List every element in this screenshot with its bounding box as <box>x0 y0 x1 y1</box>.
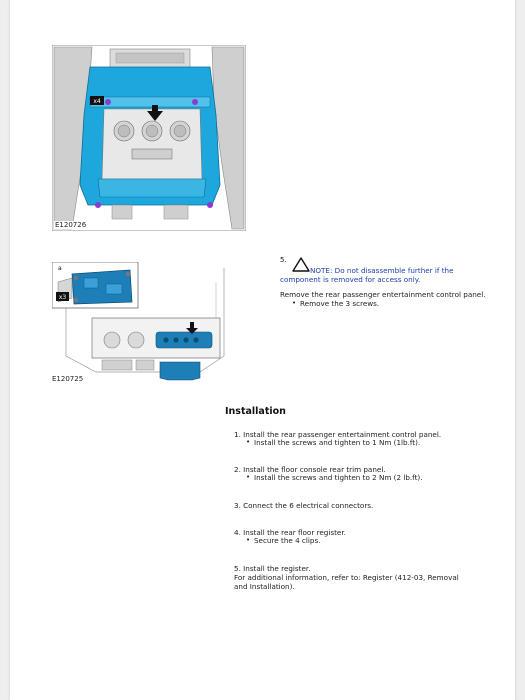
step5-instruction: Remove the rear passenger entertainment control panel. <box>280 290 486 299</box>
install-step-2: 2. Install the floor console rear trim panel. <box>234 465 386 474</box>
control-panel-illustration <box>52 262 236 386</box>
screw-count-label: x4 <box>93 98 101 105</box>
step-number: 5. <box>280 256 287 264</box>
install-step-4-bullet: • Secure the 4 clips. <box>254 536 494 545</box>
install-step-1-bullet: • Install the screws and tighten to 1 Nm (1lb.ft). <box>254 438 494 447</box>
install-step-2-bullet: • Install the screws and tighten to 2 Nm (2 lb.ft). <box>254 473 494 482</box>
install-step-1: 1. Install the rear passenger entertainment control panel. <box>234 430 442 439</box>
figure-caption: E120725 <box>52 375 84 383</box>
install-step-3: 3. Connect the 6 electrical connectors. <box>234 501 374 510</box>
screw-count-label: x3 <box>58 294 67 301</box>
figure-caption: E120726 <box>55 221 87 229</box>
figure-control-panel-removal <box>52 262 236 386</box>
step5-bullet: • Remove the 3 screws. <box>300 299 490 308</box>
step5-note: NOTE: Do not disassemble further if the component is removed for access only. <box>280 266 454 284</box>
inset-marker: a <box>58 265 62 272</box>
install-step-5-reference: For additional information, refer to: Register (412-03, Removal and Installation). <box>234 573 459 591</box>
manual-page <box>10 0 515 700</box>
install-step-4: 4. Install the rear floor register. <box>234 528 346 537</box>
section-heading: Installation <box>225 406 286 417</box>
install-step-5: 5. Install the register. <box>234 564 311 573</box>
console-illustration <box>52 45 246 231</box>
figure-console-removal <box>52 45 246 231</box>
